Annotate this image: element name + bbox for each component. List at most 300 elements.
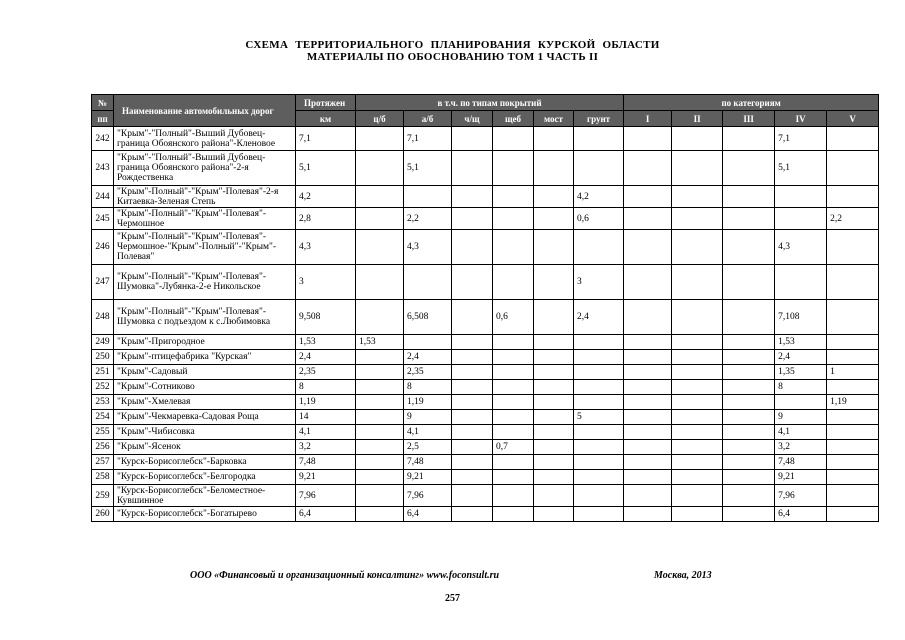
cell-no: 247 bbox=[92, 265, 114, 300]
cell-scheb: 0,7 bbox=[493, 440, 534, 455]
cell-grunt bbox=[574, 350, 624, 365]
cell-km: 5,1 bbox=[296, 151, 356, 186]
cell-c3 bbox=[723, 455, 775, 470]
cell-no: 246 bbox=[92, 230, 114, 265]
cell-no: 254 bbox=[92, 410, 114, 425]
table-row bbox=[92, 395, 879, 410]
cell-c1 bbox=[624, 127, 672, 151]
cell-scheb bbox=[493, 186, 534, 208]
cell-c1 bbox=[624, 380, 672, 395]
cell-ab: 6,508 bbox=[404, 300, 452, 335]
cell-c1 bbox=[624, 440, 672, 455]
cell-cb bbox=[356, 470, 404, 485]
cell-no: 260 bbox=[92, 507, 114, 522]
cell-grunt bbox=[574, 127, 624, 151]
cell-chsch bbox=[452, 151, 493, 186]
cell-scheb bbox=[493, 410, 534, 425]
cell-no: 248 bbox=[92, 300, 114, 335]
cell-cb bbox=[356, 410, 404, 425]
cell-c5 bbox=[827, 186, 879, 208]
table-body bbox=[92, 127, 879, 522]
cell-cb bbox=[356, 230, 404, 265]
col-chsch-header: ч/щ bbox=[452, 111, 493, 127]
cell-c4 bbox=[775, 186, 827, 208]
cell-c1 bbox=[624, 265, 672, 300]
table-row bbox=[92, 265, 879, 300]
col-cat2-header: II bbox=[672, 111, 723, 127]
cell-ab bbox=[404, 335, 452, 350]
cell-ab: 2,4 bbox=[404, 350, 452, 365]
cell-km: 8 bbox=[296, 380, 356, 395]
cell-scheb bbox=[493, 365, 534, 380]
cell-most bbox=[534, 335, 574, 350]
cell-c4: 7,48 bbox=[775, 455, 827, 470]
cell-c2 bbox=[672, 335, 723, 350]
page-number: 257 bbox=[445, 593, 460, 604]
cell-cb bbox=[356, 507, 404, 522]
cell-name: "Крым"-Полный"-"Крым"-Полевая"-Чермошное-"Крым"-Полный"-"Крым"-Полевая" bbox=[114, 230, 296, 265]
cell-c5 bbox=[827, 151, 879, 186]
cell-km: 3,2 bbox=[296, 440, 356, 455]
cell-no: 255 bbox=[92, 425, 114, 440]
table-row bbox=[92, 365, 879, 380]
cell-c3 bbox=[723, 350, 775, 365]
cell-c1 bbox=[624, 425, 672, 440]
cell-chsch bbox=[452, 470, 493, 485]
cell-c5: 1,19 bbox=[827, 395, 879, 410]
cell-name: "Крым"-Хмелевая bbox=[114, 395, 296, 410]
cell-c1 bbox=[624, 455, 672, 470]
cell-c3 bbox=[723, 230, 775, 265]
cell-c2 bbox=[672, 440, 723, 455]
cell-c1 bbox=[624, 485, 672, 507]
cell-no: 244 bbox=[92, 186, 114, 208]
cell-scheb: 0,6 bbox=[493, 300, 534, 335]
cell-c4: 7,1 bbox=[775, 127, 827, 151]
cell-km: 1,19 bbox=[296, 395, 356, 410]
cell-name: "Крым"-Ясенок bbox=[114, 440, 296, 455]
col-no-header: № bbox=[92, 95, 114, 111]
table-row bbox=[92, 410, 879, 425]
cell-ab: 7,1 bbox=[404, 127, 452, 151]
cell-ab: 2,35 bbox=[404, 365, 452, 380]
cell-grunt bbox=[574, 507, 624, 522]
cell-most bbox=[534, 127, 574, 151]
col-grunt-header: грунт bbox=[574, 111, 624, 127]
cell-ab: 4,1 bbox=[404, 425, 452, 440]
cell-c5 bbox=[827, 485, 879, 507]
cell-c1 bbox=[624, 410, 672, 425]
cell-name: "Крым"-Полный"-"Крым"-Полевая"-Чермошное bbox=[114, 208, 296, 230]
footer-company: ООО «Финансовый и организационный консалтинг» www.foconsult.ru bbox=[190, 570, 500, 581]
cell-ab: 2,5 bbox=[404, 440, 452, 455]
cell-chsch bbox=[452, 265, 493, 300]
cell-km: 6,4 bbox=[296, 507, 356, 522]
table-row bbox=[92, 335, 879, 350]
cell-c2 bbox=[672, 350, 723, 365]
cell-chsch bbox=[452, 208, 493, 230]
cell-grunt: 3 bbox=[574, 265, 624, 300]
cell-c4: 5,1 bbox=[775, 151, 827, 186]
cell-no: 256 bbox=[92, 440, 114, 455]
cell-grunt bbox=[574, 440, 624, 455]
cell-scheb bbox=[493, 455, 534, 470]
table-row bbox=[92, 127, 879, 151]
cell-most bbox=[534, 350, 574, 365]
cell-chsch bbox=[452, 395, 493, 410]
cell-ab: 9 bbox=[404, 410, 452, 425]
cell-km: 4,1 bbox=[296, 425, 356, 440]
cell-name: "Крым"-Полный"-"Крым"-Полевая"-Шумовка"-Лубянка-2-е Никольское bbox=[114, 265, 296, 300]
col-cat1-header: I bbox=[624, 111, 672, 127]
cell-c1 bbox=[624, 186, 672, 208]
cell-c2 bbox=[672, 470, 723, 485]
cell-c4: 8 bbox=[775, 380, 827, 395]
cell-grunt bbox=[574, 335, 624, 350]
cell-name: "Крым"-Пригородное bbox=[114, 335, 296, 350]
cell-cb bbox=[356, 485, 404, 507]
cell-c4: 9 bbox=[775, 410, 827, 425]
cell-scheb bbox=[493, 230, 534, 265]
cell-no: 243 bbox=[92, 151, 114, 186]
cell-name: "Крым"-"Полный"-Выший Дубовец-граница Обоянского района"-Кленовое bbox=[114, 127, 296, 151]
cell-c1 bbox=[624, 365, 672, 380]
col-name-header: Наименование автомобильных дорог bbox=[114, 95, 296, 127]
cell-cb bbox=[356, 151, 404, 186]
cell-c5 bbox=[827, 300, 879, 335]
cell-cb bbox=[356, 350, 404, 365]
cell-cb bbox=[356, 127, 404, 151]
cell-name: "Крым"-Чекмаревка-Садовая Роща bbox=[114, 410, 296, 425]
cell-ab: 2,2 bbox=[404, 208, 452, 230]
cell-scheb bbox=[493, 380, 534, 395]
cell-chsch bbox=[452, 440, 493, 455]
cell-no: 252 bbox=[92, 380, 114, 395]
cell-c2 bbox=[672, 151, 723, 186]
table-row bbox=[92, 425, 879, 440]
cell-scheb bbox=[493, 208, 534, 230]
cell-c2 bbox=[672, 265, 723, 300]
cell-c5 bbox=[827, 380, 879, 395]
table-header-row-1 bbox=[92, 95, 879, 111]
cell-c3 bbox=[723, 127, 775, 151]
col-ab-header: а/б bbox=[404, 111, 452, 127]
table-row bbox=[92, 208, 879, 230]
cell-chsch bbox=[452, 127, 493, 151]
cell-c5 bbox=[827, 335, 879, 350]
cell-chsch bbox=[452, 485, 493, 507]
cell-c4: 1,53 bbox=[775, 335, 827, 350]
cell-scheb bbox=[493, 470, 534, 485]
cell-most bbox=[534, 455, 574, 470]
cell-c3 bbox=[723, 485, 775, 507]
cell-cb bbox=[356, 380, 404, 395]
cell-c5 bbox=[827, 350, 879, 365]
cell-c5 bbox=[827, 470, 879, 485]
col-category-group-header: по категориям bbox=[624, 95, 879, 111]
cell-c3 bbox=[723, 208, 775, 230]
cell-scheb bbox=[493, 127, 534, 151]
cell-most bbox=[534, 186, 574, 208]
cell-c5 bbox=[827, 265, 879, 300]
cell-c4: 7,108 bbox=[775, 300, 827, 335]
cell-ab: 6,4 bbox=[404, 507, 452, 522]
cell-name: "Крым"-Чибисовка bbox=[114, 425, 296, 440]
table-row bbox=[92, 380, 879, 395]
cell-c5 bbox=[827, 507, 879, 522]
cell-c4 bbox=[775, 395, 827, 410]
cell-scheb bbox=[493, 151, 534, 186]
cell-cb bbox=[356, 300, 404, 335]
footer-city-year: Москва, 2013 bbox=[654, 570, 712, 581]
cell-chsch bbox=[452, 230, 493, 265]
cell-c2 bbox=[672, 507, 723, 522]
col-surface-group-header: в т.ч. по типам покрытий bbox=[356, 95, 624, 111]
cell-cb bbox=[356, 425, 404, 440]
cell-km: 7,48 bbox=[296, 455, 356, 470]
cell-grunt: 5 bbox=[574, 410, 624, 425]
cell-cb bbox=[356, 440, 404, 455]
cell-chsch bbox=[452, 410, 493, 425]
cell-grunt: 0,6 bbox=[574, 208, 624, 230]
cell-c2 bbox=[672, 300, 723, 335]
cell-scheb bbox=[493, 335, 534, 350]
cell-grunt bbox=[574, 455, 624, 470]
cell-grunt bbox=[574, 230, 624, 265]
cell-name: "Курск-Борисоглебск"-Богатырево bbox=[114, 507, 296, 522]
table-row bbox=[92, 350, 879, 365]
cell-c3 bbox=[723, 507, 775, 522]
cell-km: 9,21 bbox=[296, 470, 356, 485]
cell-cb bbox=[356, 265, 404, 300]
table-row bbox=[92, 230, 879, 265]
cell-chsch bbox=[452, 335, 493, 350]
cell-name: "Курск-Борисоглебск"-Беломестное-Кувшинное bbox=[114, 485, 296, 507]
table-row bbox=[92, 186, 879, 208]
cell-most bbox=[534, 470, 574, 485]
cell-cb bbox=[356, 395, 404, 410]
cell-c4 bbox=[775, 208, 827, 230]
col-scheb-header: щеб bbox=[493, 111, 534, 127]
cell-ab: 5,1 bbox=[404, 151, 452, 186]
cell-name: "Крым"-Полный"-"Крым"-Полевая"-Шумовка с подъездом к с.Любимовка bbox=[114, 300, 296, 335]
col-most-header: мост bbox=[534, 111, 574, 127]
cell-c3 bbox=[723, 470, 775, 485]
cell-km: 2,8 bbox=[296, 208, 356, 230]
cell-c3 bbox=[723, 151, 775, 186]
cell-c5: 2,2 bbox=[827, 208, 879, 230]
cell-c5 bbox=[827, 455, 879, 470]
cell-chsch bbox=[452, 300, 493, 335]
cell-name: "Крым"-птицефабрика "Курская" bbox=[114, 350, 296, 365]
cell-c2 bbox=[672, 485, 723, 507]
cell-c1 bbox=[624, 395, 672, 410]
cell-c1 bbox=[624, 300, 672, 335]
cell-cb bbox=[356, 365, 404, 380]
col-cat5-header: V bbox=[827, 111, 879, 127]
col-pp-header: пп bbox=[92, 111, 114, 127]
cell-ab: 1,19 bbox=[404, 395, 452, 410]
cell-c3 bbox=[723, 425, 775, 440]
cell-most bbox=[534, 410, 574, 425]
cell-c4: 1,35 bbox=[775, 365, 827, 380]
cell-no: 245 bbox=[92, 208, 114, 230]
cell-c1 bbox=[624, 151, 672, 186]
cell-most bbox=[534, 208, 574, 230]
cell-km: 4,2 bbox=[296, 186, 356, 208]
cell-c5: 1 bbox=[827, 365, 879, 380]
col-length-header: Протяжен bbox=[296, 95, 356, 111]
cell-grunt bbox=[574, 395, 624, 410]
cell-no: 258 bbox=[92, 470, 114, 485]
cell-scheb bbox=[493, 507, 534, 522]
cell-c2 bbox=[672, 127, 723, 151]
cell-ab: 9,21 bbox=[404, 470, 452, 485]
cell-chsch bbox=[452, 507, 493, 522]
cell-km: 1,53 bbox=[296, 335, 356, 350]
cell-grunt: 4,2 bbox=[574, 186, 624, 208]
cell-most bbox=[534, 365, 574, 380]
cell-most bbox=[534, 300, 574, 335]
document-title: СХЕМА ТЕРРИТОРИАЛЬНОГО ПЛАНИРОВАНИЯ КУРСКОЙ ОБЛАСТИ bbox=[245, 39, 660, 51]
cell-c3 bbox=[723, 265, 775, 300]
cell-name: "Крым"-Садовый bbox=[114, 365, 296, 380]
cell-c1 bbox=[624, 350, 672, 365]
col-cat3-header: III bbox=[723, 111, 775, 127]
cell-c4: 2,4 bbox=[775, 350, 827, 365]
cell-c2 bbox=[672, 410, 723, 425]
cell-no: 253 bbox=[92, 395, 114, 410]
cell-scheb bbox=[493, 485, 534, 507]
cell-most bbox=[534, 425, 574, 440]
cell-km: 2,35 bbox=[296, 365, 356, 380]
cell-most bbox=[534, 230, 574, 265]
cell-km: 3 bbox=[296, 265, 356, 300]
cell-c3 bbox=[723, 410, 775, 425]
cell-most bbox=[534, 380, 574, 395]
cell-most bbox=[534, 151, 574, 186]
cell-most bbox=[534, 507, 574, 522]
cell-no: 250 bbox=[92, 350, 114, 365]
document-subtitle: МАТЕРИАЛЫ ПО ОБОСНОВАНИЮ ТОМ 1 ЧАСТЬ II bbox=[306, 51, 599, 63]
cell-name: "Крым"-Полный"-"Крым"-Полевая"-2-я Китаевка-Зеленая Степь bbox=[114, 186, 296, 208]
cell-c5 bbox=[827, 410, 879, 425]
cell-c4: 6,4 bbox=[775, 507, 827, 522]
cell-ab: 7,48 bbox=[404, 455, 452, 470]
cell-c4: 4,3 bbox=[775, 230, 827, 265]
cell-cb bbox=[356, 455, 404, 470]
cell-ab: 8 bbox=[404, 380, 452, 395]
cell-c5 bbox=[827, 440, 879, 455]
roads-table bbox=[91, 94, 879, 522]
cell-c3 bbox=[723, 395, 775, 410]
cell-c3 bbox=[723, 335, 775, 350]
cell-chsch bbox=[452, 350, 493, 365]
cell-c2 bbox=[672, 208, 723, 230]
cell-c1 bbox=[624, 335, 672, 350]
cell-most bbox=[534, 440, 574, 455]
cell-c3 bbox=[723, 365, 775, 380]
cell-grunt bbox=[574, 470, 624, 485]
cell-c3 bbox=[723, 186, 775, 208]
table-row bbox=[92, 507, 879, 522]
cell-c2 bbox=[672, 380, 723, 395]
cell-c5 bbox=[827, 425, 879, 440]
cell-c4: 3,2 bbox=[775, 440, 827, 455]
cell-c2 bbox=[672, 186, 723, 208]
cell-most bbox=[534, 265, 574, 300]
cell-scheb bbox=[493, 395, 534, 410]
cell-km: 7,96 bbox=[296, 485, 356, 507]
cell-grunt bbox=[574, 425, 624, 440]
cell-scheb bbox=[493, 265, 534, 300]
table-row bbox=[92, 470, 879, 485]
cell-km: 9,508 bbox=[296, 300, 356, 335]
cell-name: "Крым"-Сотниково bbox=[114, 380, 296, 395]
cell-ab bbox=[404, 265, 452, 300]
cell-c1 bbox=[624, 230, 672, 265]
cell-c5 bbox=[827, 127, 879, 151]
cell-ab: 4,3 bbox=[404, 230, 452, 265]
cell-c1 bbox=[624, 507, 672, 522]
cell-no: 257 bbox=[92, 455, 114, 470]
cell-c3 bbox=[723, 440, 775, 455]
cell-ab bbox=[404, 186, 452, 208]
cell-name: "Крым"-"Полный"-Выший Дубовец-граница Обоянского района"-2-я Рождественка bbox=[114, 151, 296, 186]
table-row bbox=[92, 440, 879, 455]
table-row bbox=[92, 455, 879, 470]
cell-chsch bbox=[452, 365, 493, 380]
cell-km: 14 bbox=[296, 410, 356, 425]
cell-grunt bbox=[574, 151, 624, 186]
cell-scheb bbox=[493, 350, 534, 365]
cell-chsch bbox=[452, 380, 493, 395]
cell-c2 bbox=[672, 365, 723, 380]
cell-no: 259 bbox=[92, 485, 114, 507]
cell-c2 bbox=[672, 455, 723, 470]
cell-cb bbox=[356, 208, 404, 230]
table-row bbox=[92, 300, 879, 335]
cell-name: "Курск-Борисоглебск"-Белгородка bbox=[114, 470, 296, 485]
cell-c1 bbox=[624, 470, 672, 485]
cell-chsch bbox=[452, 186, 493, 208]
cell-chsch bbox=[452, 425, 493, 440]
cell-c3 bbox=[723, 380, 775, 395]
cell-c4 bbox=[775, 265, 827, 300]
cell-c4: 9,21 bbox=[775, 470, 827, 485]
cell-grunt bbox=[574, 365, 624, 380]
cell-km: 4,3 bbox=[296, 230, 356, 265]
cell-chsch bbox=[452, 455, 493, 470]
col-cb-header: ц/б bbox=[356, 111, 404, 127]
cell-name: "Курск-Борисоглебск"-Барковка bbox=[114, 455, 296, 470]
col-km-header: км bbox=[296, 111, 356, 127]
cell-most bbox=[534, 485, 574, 507]
cell-c3 bbox=[723, 300, 775, 335]
cell-c2 bbox=[672, 425, 723, 440]
cell-grunt bbox=[574, 485, 624, 507]
cell-c5 bbox=[827, 230, 879, 265]
cell-grunt bbox=[574, 380, 624, 395]
cell-no: 251 bbox=[92, 365, 114, 380]
cell-c2 bbox=[672, 395, 723, 410]
col-cat4-header: IV bbox=[775, 111, 827, 127]
cell-grunt: 2,4 bbox=[574, 300, 624, 335]
cell-km: 2,4 bbox=[296, 350, 356, 365]
table-row bbox=[92, 151, 879, 186]
cell-cb bbox=[356, 186, 404, 208]
cell-most bbox=[534, 395, 574, 410]
